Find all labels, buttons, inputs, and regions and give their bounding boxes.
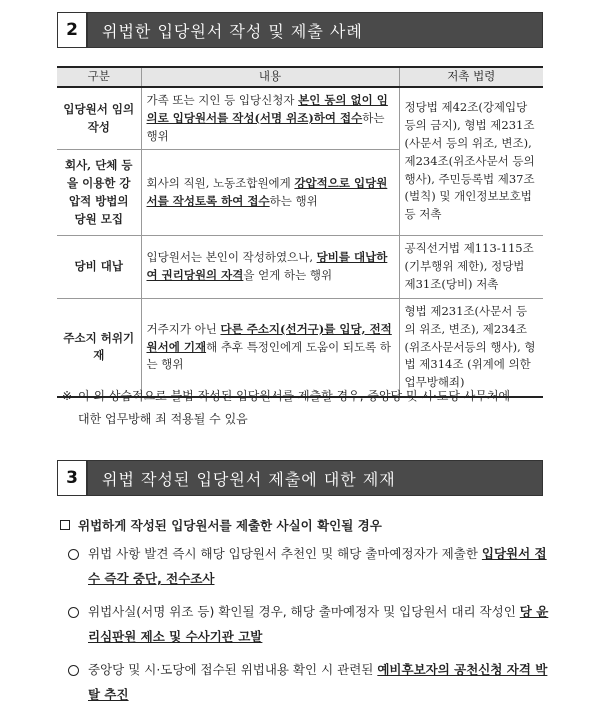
row-content	[141, 298, 399, 397]
circle-bullet-icon	[68, 549, 79, 560]
header-content: 내용	[141, 67, 399, 87]
header-law: 저촉 법령	[399, 67, 543, 87]
content-text: 거주지가 아닌	[146, 321, 221, 336]
square-bullet-icon	[60, 520, 70, 530]
content-emphasis: 강압적으로 입당원서를 작성토록 하여 접수	[146, 176, 388, 208]
bullet-emphasis: 예비후보자의 공천신청 자격 박탈 추진	[88, 662, 548, 702]
table-header-row	[57, 67, 543, 87]
bullet-text: 위법 사항 발견 즉시 해당 입당원서 추천인 및 해당 출마예정자가 제출한	[88, 546, 482, 561]
row-category: 입당원서 임의 작성	[57, 87, 141, 150]
section-3-number: 3	[58, 461, 88, 495]
violation-cases-table	[57, 66, 543, 398]
list-item	[68, 599, 552, 649]
subheading-text: 위법하게 작성된 입당원서를 제출한 사실이 확인될 경우	[78, 518, 382, 533]
content-emphasis: 본인 동의 없이 임의로 입당원서를 작성(서명 위조)하여 접수	[146, 93, 388, 125]
sanction-list	[68, 541, 552, 713]
row-law: 공직선거법 제113-115조(기부행위 제한), 정당법 제31조(당비) 저촉	[399, 236, 543, 298]
section-2-title: 위법한 입당원서 작성 및 제출 사례	[88, 13, 542, 47]
bullet-text: 중앙당 및 시·도당에 접수된 위법내용 확인 시 관련된	[88, 662, 378, 677]
footnote	[62, 385, 548, 431]
sanction-subheading	[60, 516, 382, 534]
header-category: 구분	[57, 67, 141, 87]
table-row	[57, 87, 543, 150]
circle-bullet-icon	[68, 607, 79, 618]
content-emphasis: 당비를 대납하여 권리당원의 자격	[146, 250, 388, 283]
content-text: 하는 행위	[146, 110, 385, 143]
table-row	[57, 236, 543, 298]
bullet-emphasis: 입당원서 접수 즉각 중단, 전수조사	[88, 546, 547, 586]
content-text: 가족 또는 지인 등 입당신청자	[146, 93, 299, 107]
list-item-text	[88, 599, 552, 649]
circle-bullet-icon	[68, 665, 79, 676]
row-category: 당비 대납	[57, 236, 141, 298]
section-2-number: 2	[58, 13, 88, 47]
row-content	[141, 236, 399, 298]
row-category: 회사, 단체 등을 이용한 강압적 방법의 당원 모집	[57, 150, 141, 236]
table-row	[57, 298, 543, 397]
row-content	[141, 87, 399, 150]
footnote-line-1: 이 외 상습적으로 불법 작성된 입당원서를 제출할 경우, 중앙당 및 시·도당 사무처에	[78, 389, 511, 403]
row-law-shared: 정당법 제42조(강제입당 등의 금지), 형법 제231조(사문서 등의 위조, 변조), 제234조(위조사문서 등의 행사), 주민등록법 제37조(벌칙) 및 개인정보보호법 등 저촉	[399, 87, 543, 236]
list-item-text	[88, 657, 552, 707]
content-text: 해 추후 특정인에게 도움이 되도록 하는 행위	[146, 339, 391, 372]
row-content	[141, 150, 399, 236]
row-law: 형법 제231조(사문서 등의 위조, 변조), 제234조(위조사문서등의 행사), 형법 제314조 (위계에 의한 업무방해죄)	[399, 298, 543, 397]
bullet-text: 위법사실(서명 위조 등) 확인될 경우, 해당 출마예정자 및 입당원서 대리 작성인	[88, 604, 520, 619]
list-item-text	[88, 541, 552, 591]
reference-mark: ※	[62, 389, 73, 403]
content-text: 입당원서는 본인이 작성하였으나,	[146, 250, 317, 265]
section-2-header	[57, 12, 543, 48]
content-text: 하는 행위	[269, 193, 318, 208]
row-category: 주소지 허위기재	[57, 298, 141, 397]
section-3-title: 위법 작성된 입당원서 제출에 대한 제재	[88, 461, 542, 495]
section-3-header	[57, 460, 543, 496]
list-item	[68, 657, 552, 707]
content-emphasis: 다른 주소지(선거구)를 입당, 전적원서에 기재	[146, 321, 392, 354]
content-text: 회사의 직원, 노동조합원에게	[146, 176, 295, 191]
footnote-line-2: 대한 업무방해 죄 적용될 수 있음	[78, 411, 248, 426]
bullet-emphasis: 당 윤리심판원 제소 및 수사기관 고발	[88, 604, 549, 644]
list-item	[68, 541, 552, 591]
content-text: 을 얻게 하는 행위	[243, 268, 333, 283]
